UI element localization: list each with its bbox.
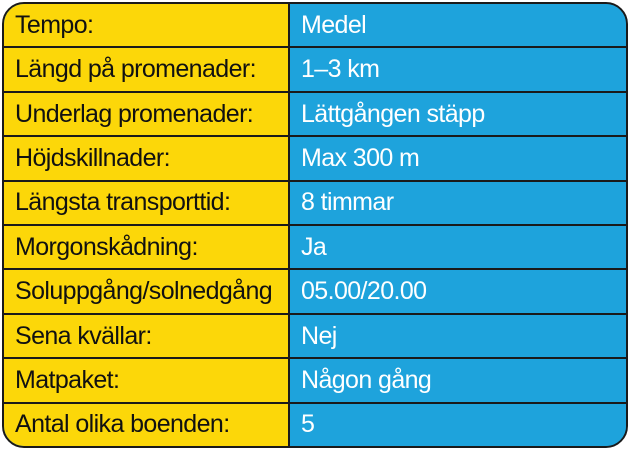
row-label: Höjdskillnader: [4,137,290,179]
row-label: Tempo: [4,4,290,46]
table-row [4,182,626,226]
row-value: 8 timmar [290,182,626,224]
row-value: Medel [290,4,626,46]
table-row [4,48,626,92]
table-row [4,4,626,48]
row-value: Ja [290,226,626,268]
row-label: Matpaket: [4,359,290,401]
row-label: Morgonskådning: [4,226,290,268]
table-row [4,226,626,270]
table-row [4,137,626,181]
row-label: Längsta transporttid: [4,182,290,224]
table-row [4,93,626,137]
table-row [4,270,626,314]
table-row [4,315,626,359]
row-value: Nej [290,315,626,357]
row-label: Sena kvällar: [4,315,290,357]
row-value: 1–3 km [290,48,626,90]
row-value: 05.00/20.00 [290,270,626,312]
row-value: Någon gång [290,359,626,401]
row-label: Antal olika boenden: [4,404,290,446]
row-value: 5 [290,404,626,446]
trip-facts-table [2,2,628,448]
row-label: Längd på promenader: [4,48,290,90]
row-value: Max 300 m [290,137,626,179]
table-row [4,404,626,446]
row-label: Soluppgång/solnedgång [4,270,290,312]
table-row [4,359,626,403]
row-value: Lättgången stäpp [290,93,626,135]
row-label: Underlag promenader: [4,93,290,135]
